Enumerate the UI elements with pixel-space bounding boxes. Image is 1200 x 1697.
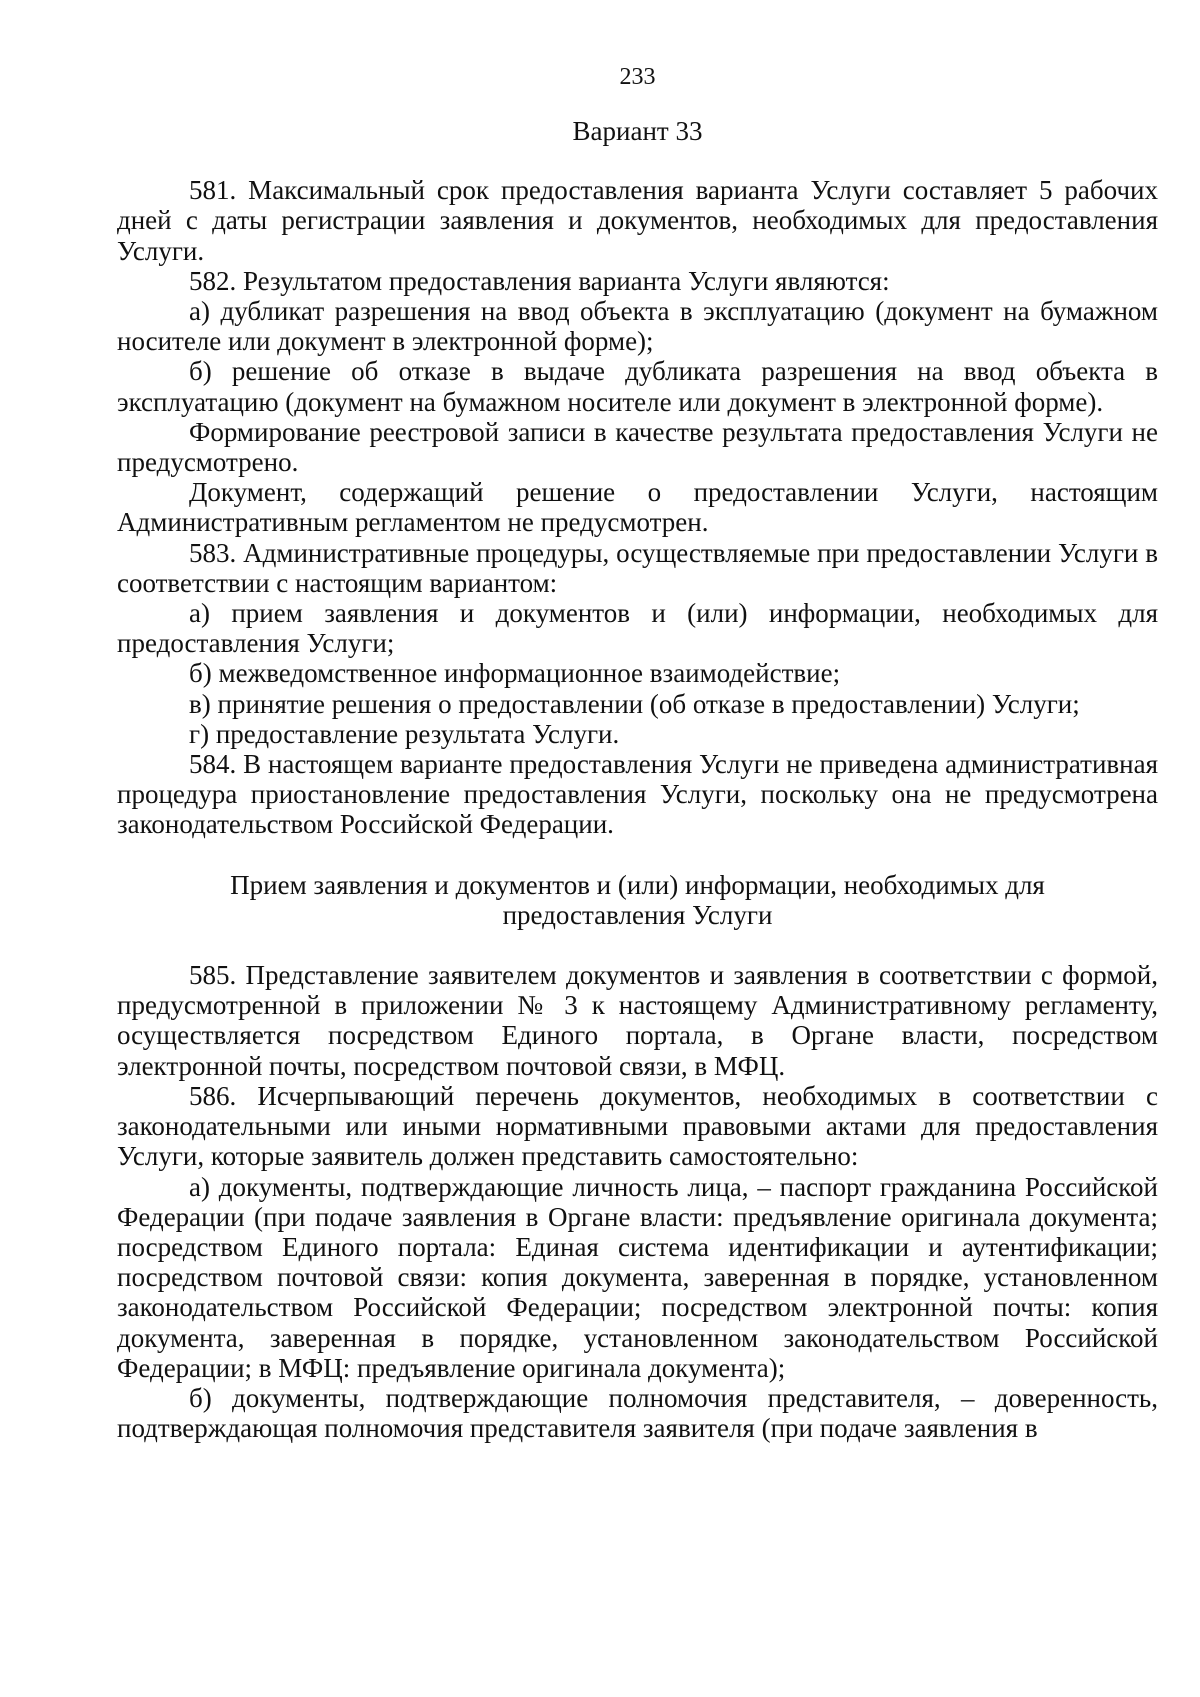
list-item-583-b: б) межведомственное информационное взаимодействие; [189, 658, 841, 689]
list-item-583-a: а) прием заявления и документов и (или) информации, необходимых для предоставления Услуги; [117, 598, 1158, 659]
paragraph-581: 581. Максимальный срок предоставления варианта Услуги составляет 5 рабочих дней с даты регистрации заявления и документов, необходимых для предоставления Услуги. [117, 175, 1158, 266]
variant-title: Вариант 33 [572, 116, 703, 146]
page-number: 233 [619, 64, 656, 90]
list-item-586-a: а) документы, подтверждающие личность лица, – паспорт гражданина Российской Федерации (при подаче заявления в Органе власти: предъявление оригинала документа; посредством Единого портала: Единая система идентификации и аутентификации; посредством почтовой связи: копия документа, заверенная в порядке, установленном законодательством Российской Федерации; посредством электронной почты: копия документа, заверенная в порядке, установленном законодательством Российской Федерации; в МФЦ: предъявление оригинала документа); [117, 1171, 1158, 1383]
list-item-583-g: г) предоставление результата Услуги. [189, 718, 620, 749]
paragraph-583: 583. Административные процедуры, осуществляемые при предоставлении Услуги в соответствии с настоящим вариантом: [117, 537, 1158, 598]
paragraph-decision-document: Документ, содержащий решение о предоставлении Услуги, настоящим Административным регламентом не предусмотрен. [117, 477, 1158, 538]
list-item-582-b: б) решение об отказе в выдаче дубликата разрешения на ввод объекта в эксплуатацию (документ на бумажном носителе или документ в электронной форме). [117, 356, 1158, 417]
section-heading: Прием заявления и документов и (или) информации, необходимых для предоставления Услуги [230, 869, 1045, 930]
paragraph-582: 582. Результатом предоставления варианта Услуги являются: [189, 265, 890, 296]
paragraph-registry-record: Формирование реестровой записи в качестве результата предоставления Услуги не предусмотрено. [117, 416, 1158, 478]
document-page [117, 62, 1158, 1443]
paragraph-585: 585. Представление заявителем документов и заявления в соответствии с формой, предусмотренной в приложении № 3 к настоящему Административному регламенту, осуществляется посредством Единого портала, в Органе власти, посредством электронной почты, посредством почтовой связи, в МФЦ. [117, 960, 1158, 1081]
list-item-583-v: в) принятие решения о предоставлении (об отказе в предоставлении) Услуги; [189, 688, 1080, 719]
paragraph-584: 584. В настоящем варианте предоставления Услуги не приведена административная процедура приостановление предоставления Услуги, поскольку она не предусмотрена законодательством Российской Федерации. [117, 749, 1158, 840]
paragraph-586: 586. Исчерпывающий перечень документов, необходимых в соответствии с законодательными или иными нормативными правовыми актами для предоставления Услуги, которые заявитель должен представить самостоятельно: [117, 1080, 1158, 1172]
list-item-586-b: б) документы, подтверждающие полномочия представителя, – доверенность, подтверждающая полномочия представителя заявителя (при подаче заявления в [117, 1382, 1158, 1444]
list-item-582-a: а) дубликат разрешения на ввод объекта в эксплуатацию (документ на бумажном носителе или документ в электронной форме); [117, 296, 1158, 357]
